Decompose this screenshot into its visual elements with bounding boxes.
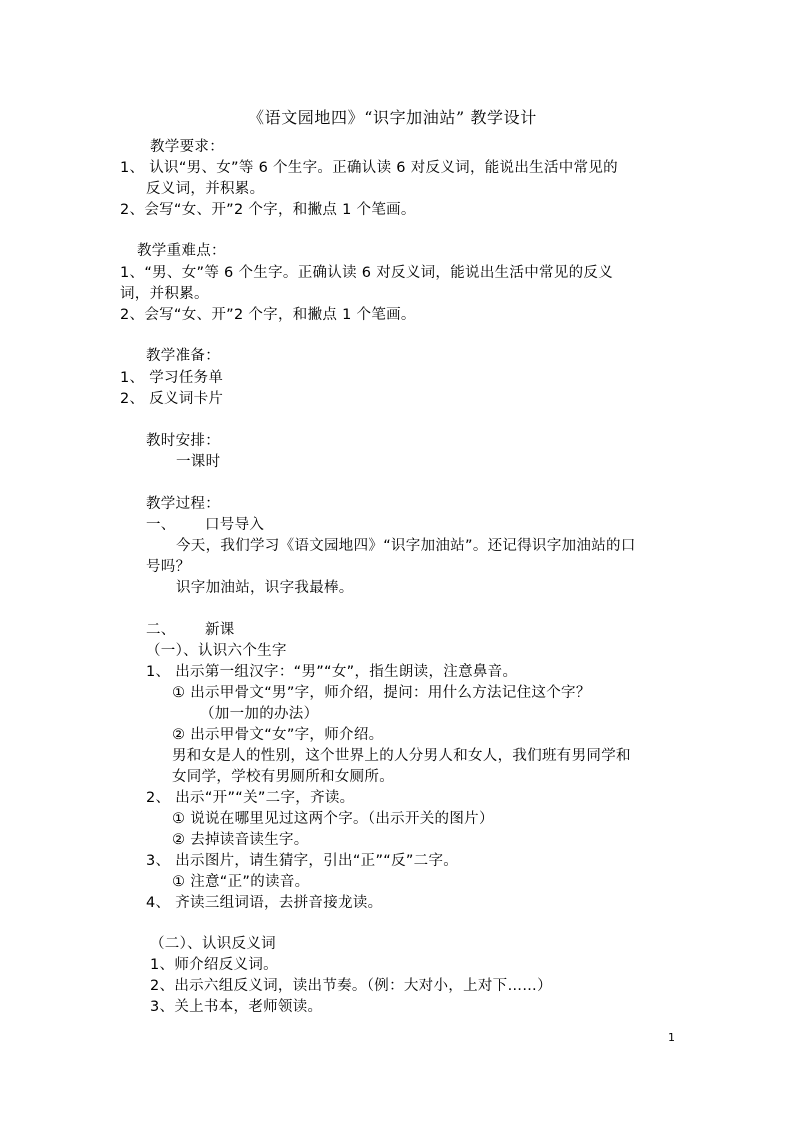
requirements-item-2: 2、会写“女、开”2 个字，和撇点 1 个笔画。 <box>120 202 416 218</box>
part-1-step-1a: ① 出示甲骨文“男”字，师介绍，提问：用什么方法记住这个字？ <box>172 685 591 701</box>
part-1-step-1c-cont: 女同学，学校有男厕所和女厕所。 <box>172 769 394 785</box>
part-1-step-2a: ① 说说在哪里见过这两个字。（出示开关的图片） <box>172 811 494 827</box>
part-1-step-2b: ② 去掉读音读生字。 <box>172 832 309 848</box>
preparation-heading: 教学准备： <box>146 348 220 364</box>
section-1-text-3: 识字加油站，识字我最棒。 <box>176 580 354 596</box>
part-1-step-1a-cont: （加一加的办法） <box>200 706 319 722</box>
part-2-step-3: 3、关上书本，老师领读。 <box>150 999 323 1015</box>
part-1-step-3: 3、 出示图片，请生猜字，引出“正”“反”二字。 <box>146 853 459 869</box>
section-1-text-1: 今天，我们学习《语文园地四》“识字加油站”。还记得识字加油站的口 <box>176 538 636 554</box>
document-title: 《语文园地四》“识字加油站” 教学设计 <box>248 108 537 127</box>
key-points-item-2: 2、会写“女、开”2 个字，和撇点 1 个笔画。 <box>120 307 416 323</box>
page-number: 1 <box>668 1031 676 1044</box>
section-1-text-2: 号吗？ <box>146 559 191 575</box>
part-1-step-1c: 男和女是人的性别，这个世界上的人分男人和女人，我们班有男同学和 <box>172 748 631 764</box>
preparation-item-2: 2、 反义词卡片 <box>120 391 224 407</box>
section-2-number: 二、 <box>146 622 176 638</box>
part-2-heading: （二）、认识反义词 <box>150 936 276 952</box>
part-1-step-1: 1、 出示第一组汉字：“男”“女”，指生朗读，注意鼻音。 <box>146 664 518 680</box>
key-points-item-1-cont: 词，并积累。 <box>120 286 209 302</box>
preparation-item-1: 1、 学习任务单 <box>120 370 224 386</box>
part-2-step-2: 2、出示六组反义词，读出节奏。（例：大对小，上对下……） <box>150 978 552 994</box>
requirements-item-1-cont: 反义词，并积累。 <box>146 181 265 197</box>
part-1-step-2: 2、 出示“开”“关”二字，齐读。 <box>146 790 355 806</box>
key-points-heading: 教学重难点： <box>137 243 226 259</box>
requirements-heading: 教学要求： <box>150 139 224 155</box>
part-1-step-3a: ① 注意“正”的读音。 <box>172 874 310 890</box>
section-2-title: 新课 <box>205 622 235 638</box>
part-1-step-1b: ② 出示甲骨文“女”字，师介绍。 <box>172 727 384 743</box>
process-heading: 教学过程： <box>146 496 220 512</box>
part-2-step-1: 1、师介绍反义词。 <box>150 957 278 973</box>
part-1-step-4: 4、 齐读三组词语，去拼音接龙读。 <box>146 895 383 911</box>
section-1-number: 一、 <box>146 517 176 533</box>
section-1-title: 口号导入 <box>205 517 265 533</box>
requirements-item-1: 1、 认识“男、女”等 6 个生字。正确认读 6 对反义词，能说出生活中常见的 <box>120 160 618 176</box>
part-1-heading: （一）、认识六个生字 <box>146 643 287 659</box>
schedule-value: 一课时 <box>176 454 221 470</box>
schedule-heading: 教时安排： <box>146 433 220 449</box>
key-points-item-1: 1、“男、女”等 6 个生字。正确认读 6 对反义词，能说出生活中常见的反义 <box>120 265 614 281</box>
